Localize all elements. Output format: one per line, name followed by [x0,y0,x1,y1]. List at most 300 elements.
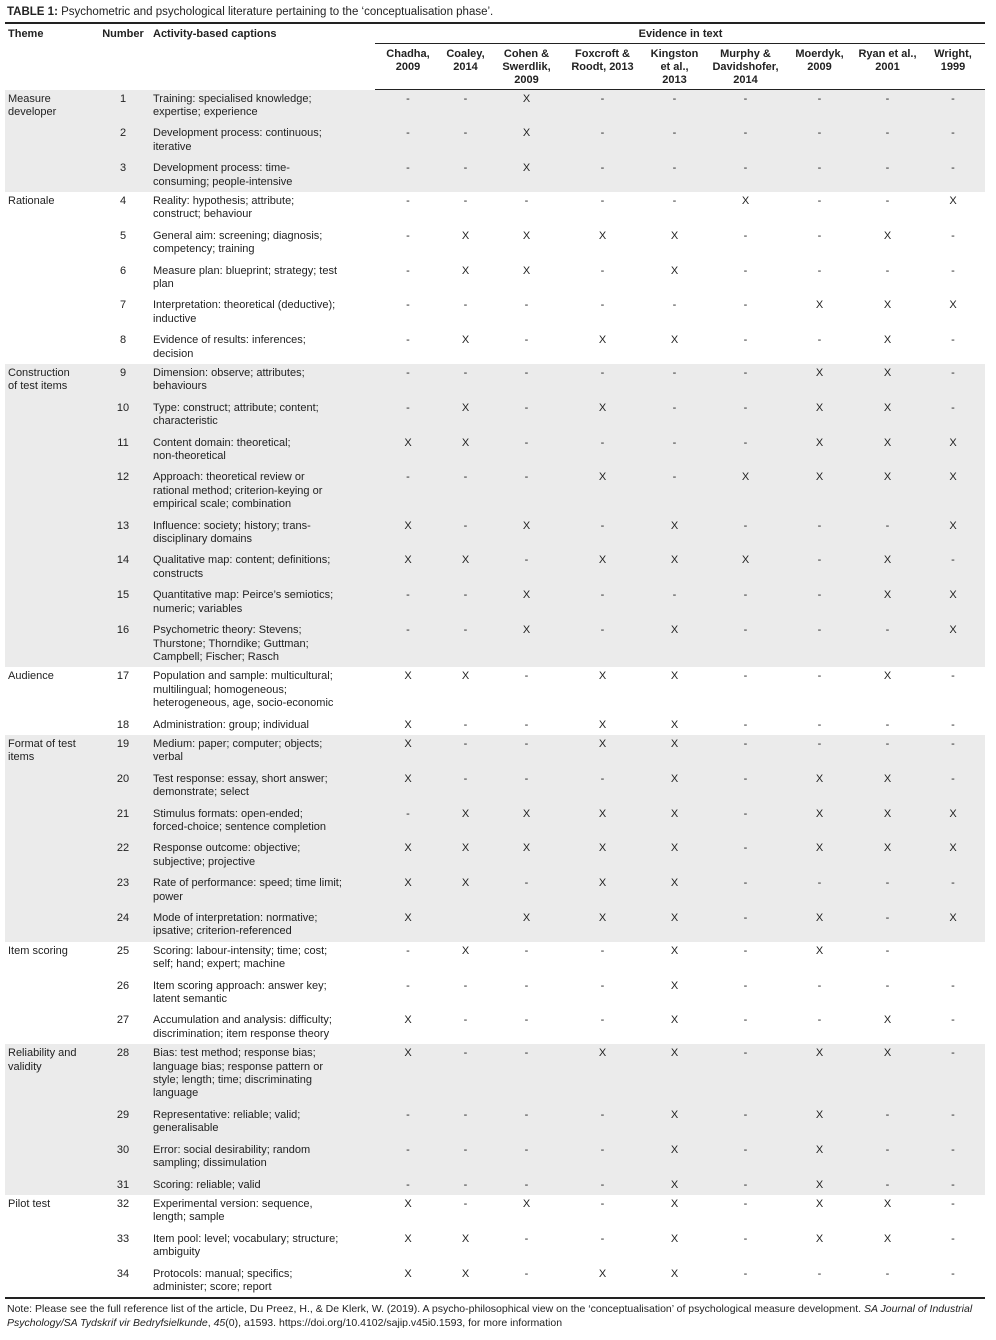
evidence-mark: X [642,909,706,942]
evidence-mark: X [404,1197,412,1210]
evidence-mark: - [951,1014,955,1027]
table-caption [7,6,493,18]
evidence-mark: - [920,551,985,586]
evidence-mark: - [885,194,890,207]
evidence-mark: - [951,670,955,683]
evidence-mark: X [670,1197,679,1210]
header-captions: Activity-based captions [153,28,277,40]
caption-cell: Interpretation: theoretical (deductive); inductive [153,299,336,325]
caption-cell: Bias: test method; response bias; language bias; response pattern or style; length; time; discriminating language [150,1044,375,1106]
evidence-mark: X [642,551,706,586]
evidence-mark: - [854,1176,920,1195]
caption-cell: Dimension: observe; attributes; behaviours [150,364,375,399]
evidence-mark: - [642,364,706,399]
evidence-mark: - [784,735,854,770]
table-note [7,1303,987,1330]
theme-cell: Pilot test [8,1197,51,1210]
evidence-mark: X [404,1014,412,1027]
evidence-mark: - [406,944,410,957]
evidence-mark: X [854,586,920,621]
evidence-mark: X [920,517,985,552]
evidence-mark: - [375,159,440,192]
evidence-mark: - [706,586,784,621]
caption-cell: Error: social desirability; random sampling; dissimulation [150,1141,375,1176]
evidence-mark: X [642,874,706,909]
evidence-mark: X [490,124,562,159]
table-row [5,874,985,909]
evidence-mark: - [743,229,748,242]
evidence-mark: - [706,1044,784,1106]
evidence-mark: X [670,1267,679,1280]
evidence-mark: X [883,1232,892,1245]
evidence-mark: - [706,621,784,667]
table-row [5,667,985,715]
evidence-mark: - [706,874,784,909]
evidence-mark: X [854,468,920,516]
evidence-mark: - [854,1106,920,1141]
row-number: 15 [95,586,150,621]
evidence-mark: - [706,159,784,192]
evidence-mark: - [406,334,410,347]
evidence-mark: - [920,770,985,805]
evidence-mark: X [375,839,440,874]
row-number: 19 [95,735,150,770]
evidence-mark: - [642,124,706,159]
evidence-mark: X [642,621,706,667]
evidence-mark: - [920,1044,985,1106]
evidence-mark: X [670,1014,679,1027]
evidence-mark: - [743,979,748,992]
caption-cell: Scoring: reliable; valid [150,1176,375,1195]
theme-cell: Construction of test items [5,364,95,667]
evidence-mark: X [404,718,412,731]
evidence-mark: - [463,718,468,731]
row-number: 1 [95,90,150,125]
row-number: 25 [116,944,130,957]
evidence-mark: X [461,229,470,242]
note-volume: 45 [213,1316,226,1329]
row-number: 24 [95,909,150,942]
evidence-mark: X [562,909,642,942]
evidence-mark: - [854,874,920,909]
row-number: 16 [95,621,150,667]
evidence-mark: X [598,334,607,347]
table-title: Psychometric and psychological literature pertaining to the ‘conceptualisation phase’. [61,6,494,18]
evidence-mark: - [375,399,440,434]
evidence-mark: - [854,90,920,125]
evidence-mark: X [404,1232,412,1245]
theme-cell: Item scoring [8,944,68,957]
evidence-table [5,22,985,1299]
table-row [5,1141,985,1176]
table-row [5,1230,985,1265]
caption-cell: Item scoring approach: answer key; latent semantic [153,979,327,1006]
evidence-mark: - [854,1141,920,1176]
evidence-mark: - [854,124,920,159]
caption-cell: Protocols: manual; specifics; administer; score; report [153,1267,293,1293]
evidence-mark: - [490,1176,562,1195]
evidence-mark: - [406,264,410,277]
caption-cell: Stimulus formats: open-ended; forced-choice; sentence completion [150,805,375,840]
evidence-mark: X [784,468,854,516]
evidence-mark: - [490,770,562,805]
evidence-mark: - [463,299,468,312]
table-row [5,735,985,770]
header-theme: Theme [8,28,44,40]
evidence-mark: X [598,670,607,683]
evidence-mark: X [490,621,562,667]
evidence-mark: - [706,90,784,125]
evidence-mark: - [817,979,822,992]
evidence-mark: - [490,399,562,434]
evidence-mark: X [375,1044,440,1106]
caption-cell: Content domain: theoretical; non-theoretical [150,434,375,469]
table-row [5,517,985,552]
evidence-mark: - [375,1176,440,1195]
table-row [5,977,985,1012]
evidence-mark: - [817,264,822,277]
table-row [5,1176,985,1195]
evidence-mark: X [642,1176,706,1195]
evidence-mark: X [522,229,531,242]
evidence-mark: X [815,299,824,312]
evidence-mark: X [784,909,854,942]
evidence-mark: X [670,979,679,992]
evidence-mark: - [375,805,440,840]
evidence-mark: - [490,434,562,469]
evidence-mark: - [440,770,490,805]
caption-cell: Response outcome: objective; subjective; projective [150,839,375,874]
header-author: Cohen & Swerdlik, 2009 [490,44,562,90]
evidence-mark: - [784,159,854,192]
evidence-mark: - [817,1267,822,1280]
evidence-mark: - [642,159,706,192]
evidence-mark: X [784,364,854,399]
header-author: Wright, 1999 [920,44,985,90]
evidence-mark: - [706,770,784,805]
table-row [5,805,985,840]
evidence-mark: - [642,586,706,621]
evidence-mark: - [706,364,784,399]
evidence-mark: - [920,124,985,159]
theme-cell: Reliability and validity [5,1044,95,1195]
evidence-mark: - [743,334,748,347]
evidence-mark: X [440,805,490,840]
evidence-mark: X [883,670,892,683]
caption-cell: Approach: theoretical review or rational method; criterion-keying or empirical scale; combination [150,468,375,516]
evidence-mark: X [883,334,892,347]
evidence-mark: X [670,718,679,731]
evidence-mark: X [440,839,490,874]
caption-cell: Measure plan: blueprint; strategy; test plan [153,264,338,290]
evidence-mark: - [375,468,440,516]
evidence-mark: - [375,621,440,667]
evidence-mark: - [706,839,784,874]
caption-cell: Scoring: labour-intensity; time; cost; self; hand; expert; machine [153,944,328,971]
row-number: 4 [119,194,127,207]
evidence-mark: X [854,805,920,840]
evidence-mark: X [784,434,854,469]
evidence-mark: X [375,874,440,909]
evidence-mark: X [920,839,985,874]
evidence-mark: X [883,1197,892,1210]
evidence-mark: - [524,944,529,957]
evidence-mark: X [784,770,854,805]
evidence-mark: X [461,1267,470,1280]
evidence-mark: - [743,1014,748,1027]
evidence-mark: - [562,586,642,621]
evidence-mark: - [784,90,854,125]
evidence-mark: X [522,1197,531,1210]
evidence-mark: X [490,909,562,942]
caption-cell: Reality: hypothesis; attribute; construct; behaviour [153,194,295,221]
evidence-mark: - [784,124,854,159]
evidence-mark: - [463,194,468,207]
evidence-mark: - [642,399,706,434]
row-number: 8 [119,334,127,347]
evidence-mark: - [440,90,490,125]
table-row [5,586,985,621]
evidence-mark: - [375,124,440,159]
evidence-mark: X [784,805,854,840]
evidence-mark: - [706,517,784,552]
evidence-mark: - [920,874,985,909]
evidence-mark: - [562,1106,642,1141]
evidence-mark: X [883,229,892,242]
evidence-mark: - [784,621,854,667]
evidence-mark: - [600,1232,605,1245]
evidence-mark: X [670,229,679,242]
table-row [5,1106,985,1141]
note-doi: (0), a1593. https://doi.org/10.4102/sajip.v45i0.1593, for more information [225,1316,563,1329]
evidence-mark: - [920,399,985,434]
evidence-mark: - [406,299,410,312]
evidence-mark: - [375,90,440,125]
row-number: 18 [116,718,130,731]
evidence-mark: X [741,194,750,207]
evidence-mark: - [885,718,890,731]
evidence-mark: - [440,1141,490,1176]
note-journal: SA Journal of Industrial Psychology/SA Tydskrif vir Bedryfsielkunde [7,1303,973,1329]
evidence-mark: - [706,735,784,770]
table-row [5,124,985,159]
evidence-mark: X [706,551,784,586]
evidence-mark: X [642,1044,706,1106]
evidence-mark: X [522,264,531,277]
evidence-mark: - [743,264,748,277]
evidence-mark: - [440,735,490,770]
evidence-mark: - [562,90,642,125]
row-number: 33 [116,1232,130,1245]
evidence-mark: X [854,839,920,874]
evidence-mark: - [490,364,562,399]
note-sep: , [207,1316,214,1329]
evidence-mark: - [600,1014,605,1027]
evidence-mark: - [440,586,490,621]
caption-cell: Representative: reliable; valid; generalisable [150,1106,375,1141]
evidence-mark: X [920,434,985,469]
evidence-mark: - [920,735,985,770]
evidence-mark: X [490,159,562,192]
evidence-mark: - [524,334,529,347]
header-author: Kingston et al., 2013 [642,44,706,90]
caption-cell: Rate of performance: speed; time limit; power [150,874,375,909]
evidence-mark: - [562,124,642,159]
evidence-mark: - [817,670,822,683]
row-number: 10 [95,399,150,434]
theme-cell: Audience [8,670,54,683]
evidence-mark: - [854,621,920,667]
evidence-mark: - [951,979,955,992]
evidence-mark: - [743,944,748,957]
evidence-mark: X [461,1232,470,1245]
evidence-mark: - [817,194,822,207]
evidence-mark: X [784,1106,854,1141]
evidence-mark: X [404,1267,412,1280]
evidence-mark: X [375,517,440,552]
evidence-mark: X [461,944,470,957]
header-author: Coaley, 2014 [440,44,490,90]
evidence-mark: - [706,434,784,469]
table-row [5,399,985,434]
evidence-mark: - [784,586,854,621]
evidence-mark: X [815,1197,824,1210]
theme-cell: Measure developer [5,90,95,192]
row-number: 23 [95,874,150,909]
evidence-mark: - [706,399,784,434]
row-number: 7 [119,299,127,312]
evidence-mark: - [817,334,822,347]
evidence-mark: - [600,264,605,277]
evidence-mark: - [817,718,822,731]
evidence-mark: - [524,1232,529,1245]
evidence-mark: X [490,839,562,874]
evidence-mark: - [562,770,642,805]
row-number: 26 [116,979,130,992]
row-number: 6 [119,264,127,277]
evidence-mark: X [562,805,642,840]
evidence-mark: - [375,364,440,399]
header-number: Number [102,28,144,40]
evidence-mark: - [642,468,706,516]
caption-cell: Development process: time- consuming; people-intensive [150,159,375,192]
evidence-mark: - [440,1106,490,1141]
table-row [5,364,985,399]
evidence-mark: - [375,1106,440,1141]
evidence-mark: - [706,1176,784,1195]
evidence-mark: - [600,194,605,207]
evidence-mark: - [854,735,920,770]
evidence-mark: X [949,299,957,312]
evidence-mark: X [854,1044,920,1106]
evidence-mark: - [600,944,605,957]
evidence-mark: - [490,1141,562,1176]
evidence-mark: X [562,1044,642,1106]
evidence-mark: X [784,1141,854,1176]
evidence-mark: - [672,194,677,207]
evidence-mark: X [598,229,607,242]
table-row [5,1044,985,1106]
evidence-mark: - [743,670,748,683]
table-label: TABLE 1: [7,6,58,18]
evidence-mark: X [642,770,706,805]
row-number: 27 [116,1014,130,1027]
evidence-mark: - [706,909,784,942]
table-row [5,621,985,667]
caption-cell: General aim: screening; diagnosis; competency; training [153,229,323,256]
evidence-mark: - [440,517,490,552]
evidence-mark: X [784,839,854,874]
evidence-mark: - [784,517,854,552]
evidence-mark: - [951,1232,955,1245]
evidence-mark: X [562,551,642,586]
evidence-mark: X [670,944,679,957]
table-row [5,1195,985,1230]
evidence-mark: X [461,670,470,683]
evidence-mark: - [920,90,985,125]
evidence-mark: - [463,1014,468,1027]
evidence-mark: X [642,805,706,840]
evidence-mark: - [375,1141,440,1176]
evidence-mark: - [406,194,410,207]
evidence-mark: - [490,1044,562,1106]
evidence-mark: - [440,159,490,192]
evidence-mark: X [375,551,440,586]
evidence-mark: - [743,718,748,731]
evidence-mark: X [854,399,920,434]
evidence-mark: - [406,979,410,992]
evidence-mark: - [951,718,955,731]
row-number: 20 [95,770,150,805]
evidence-mark: - [951,1267,955,1280]
evidence-mark: - [440,1176,490,1195]
evidence-mark: - [743,1232,748,1245]
evidence-mark: X [461,264,470,277]
theme-cell: Rationale [8,194,55,207]
evidence-mark: - [951,1197,955,1210]
evidence-mark: - [440,1044,490,1106]
caption-cell: Mode of interpretation: normative; ipsative; criterion-referenced [150,909,375,942]
evidence-mark [440,909,490,942]
evidence-mark: X [642,1141,706,1176]
table-row [5,468,985,516]
evidence-mark: X [784,399,854,434]
caption-cell: Medium: paper; computer; objects; verbal [150,735,375,770]
evidence-mark: X [562,399,642,434]
evidence-mark: - [562,159,642,192]
evidence-mark: X [440,399,490,434]
evidence-mark: - [854,909,920,942]
evidence-mark: X [642,839,706,874]
evidence-mark: X [562,735,642,770]
evidence-mark: X [815,1232,824,1245]
table-row [5,331,985,364]
evidence-mark: - [706,1106,784,1141]
evidence-mark: - [600,1197,605,1210]
evidence-mark: X [490,586,562,621]
evidence-mark: - [600,299,605,312]
evidence-mark: X [670,334,679,347]
evidence-mark: X [670,264,679,277]
evidence-mark: - [951,264,955,277]
caption-cell: Administration: group; individual [153,718,309,731]
table-row [5,1265,985,1299]
evidence-mark: - [524,299,529,312]
evidence-mark: - [642,90,706,125]
table-row [5,159,985,192]
evidence-mark: - [920,1176,985,1195]
caption-cell: Test response: essay, short answer; demonstrate; select [150,770,375,805]
